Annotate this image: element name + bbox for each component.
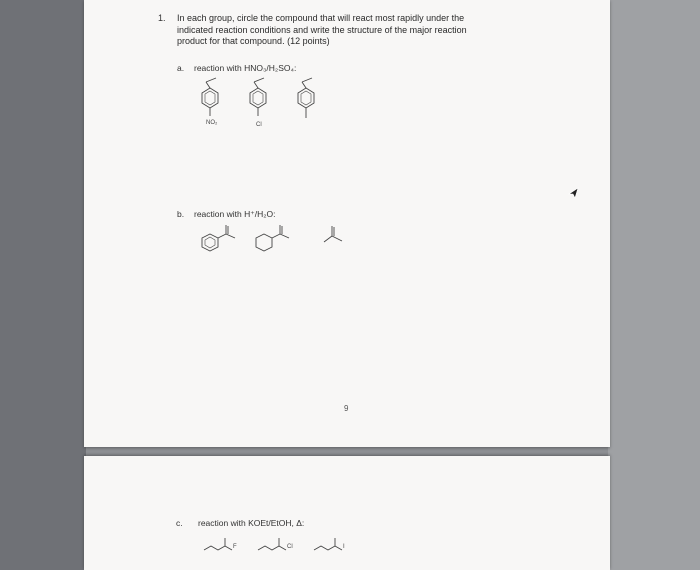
aromatic-circle xyxy=(205,237,215,248)
question-text: In each group, circle the compound that will react most rapidly under the indicated reaction conditions and write the structure of the major reaction product for that compound. (12 points) xyxy=(177,13,467,46)
page-number: 9 xyxy=(344,404,349,413)
part-b-text: reaction with H⁺/H₂O: xyxy=(194,209,276,219)
part-b-label: b. xyxy=(177,209,185,219)
worksheet-page-2 xyxy=(84,456,610,570)
cyclohexane-ring xyxy=(256,234,272,251)
background-right xyxy=(608,0,700,570)
aromatic-circle xyxy=(253,91,263,105)
alkyl-chain xyxy=(204,546,232,550)
halogen-fluoro: F xyxy=(233,544,237,550)
bond xyxy=(226,234,235,238)
molecule-b2 xyxy=(252,222,302,258)
part-c-text: reaction with KOEt/EtOH, Δ: xyxy=(198,518,305,528)
molecule-a1 xyxy=(194,76,234,136)
question-number: 1. xyxy=(158,13,166,23)
bond xyxy=(206,78,216,82)
molecule-a2 xyxy=(242,76,282,136)
bond xyxy=(332,236,342,241)
bond xyxy=(272,234,280,238)
part-a-label: a. xyxy=(177,63,185,73)
halogen-chloro: Cl xyxy=(287,544,293,550)
molecule-c3 xyxy=(312,534,362,558)
bond xyxy=(280,234,289,238)
halogen-iodo: I xyxy=(343,544,345,550)
background-left xyxy=(0,0,86,570)
molecule-a3 xyxy=(290,76,330,136)
molecule-b3 xyxy=(320,222,356,258)
alkyl-chain xyxy=(258,546,286,550)
substituent-nitro: NO₂ xyxy=(206,120,218,126)
bond xyxy=(302,78,312,82)
bond xyxy=(218,234,226,238)
aromatic-circle xyxy=(301,91,311,105)
bond xyxy=(302,82,306,88)
bond xyxy=(254,82,258,88)
alkyl-chain xyxy=(314,546,342,550)
molecule-c2 xyxy=(256,534,306,558)
part-c-label: c. xyxy=(176,518,183,528)
substituent-chloro: Cl xyxy=(256,122,262,128)
molecule-c1 xyxy=(202,534,252,558)
part-a-text: reaction with HNO₃/H₂SO₄: xyxy=(194,63,297,73)
benzene-ring xyxy=(202,234,218,251)
bond xyxy=(206,82,210,88)
worksheet-page xyxy=(84,0,610,447)
bond xyxy=(324,236,332,242)
aromatic-circle xyxy=(205,91,215,105)
bond xyxy=(254,78,264,82)
molecule-b1 xyxy=(198,222,248,258)
cursor-arrow-icon xyxy=(566,186,580,200)
